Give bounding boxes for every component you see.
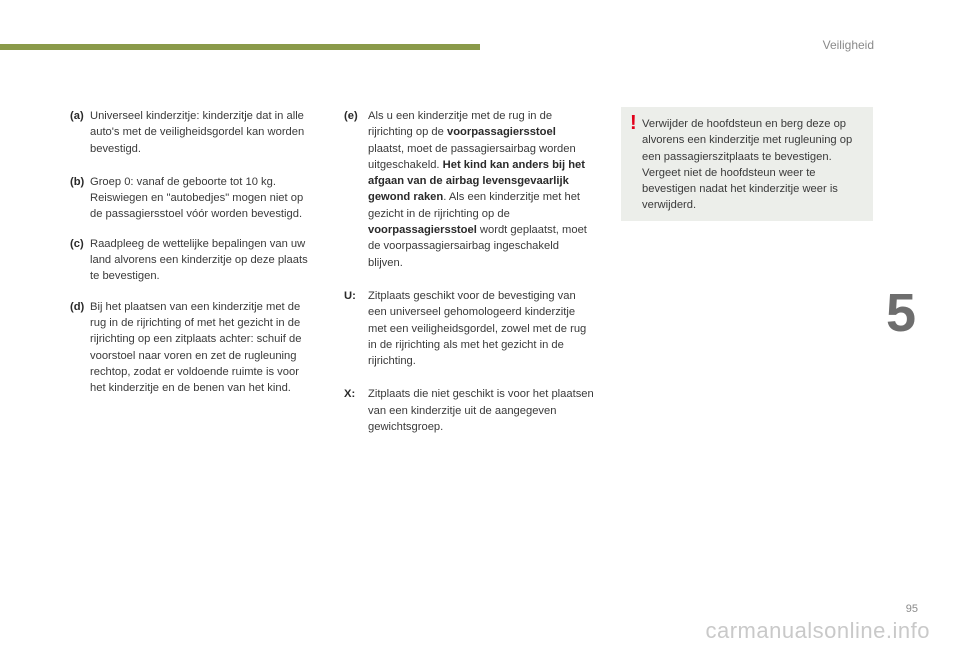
note-entry-d: [70, 299, 316, 397]
note-entry-u: [344, 288, 594, 369]
note-key: (d): [70, 300, 85, 313]
note-key: (a): [70, 110, 84, 122]
note-text-bold: voorpassagiersstoel: [446, 126, 556, 139]
note-text: [368, 108, 594, 271]
note-text-part: Als u een kinderzitje met de rug in de rijrichting op de: [368, 110, 553, 139]
section-title: Veiligheid: [822, 38, 874, 52]
exclamation-icon: !: [630, 112, 637, 134]
note-text-part: wordt geplaatst, moet de voorpassagiersairbag ingeschakeld blijven.: [368, 224, 587, 269]
note-text: Bij het plaatsen van een kinderzitje met de rug in de rijrichting of met het gezicht in de rijrichting op een zitplaats achter: schuif de voorstoel naar voren en zet de rugleuning rechtop, zodat er voldoende ruimte is voor het kinderzitje en de benen van het kind.: [90, 300, 302, 395]
chapter-number: 5: [886, 283, 917, 343]
note-text: Raadpleeg de wettelijke bepalingen van uw land alvorens een kinderzitje op deze plaats te bevestigen.: [90, 237, 308, 283]
note-text-part: plaatst, moet de passagiersairbag worden uitgeschakeld.: [368, 142, 576, 171]
note-key: (e): [344, 110, 358, 122]
note-entry-x: [344, 386, 594, 435]
note-text-part: . Als een kinderzitje met het gezicht in de rijrichting op de: [368, 191, 581, 220]
watermark: carmanualsonline.info: [705, 618, 930, 643]
page-number: 95: [905, 603, 918, 615]
note-entry-a: [70, 108, 316, 157]
middle-column: [344, 108, 594, 435]
note-key: X:: [344, 388, 356, 401]
note-text-bold: Het kind kan anders bij het afgaan van de airbag levensgevaarlijk gewond raken: [368, 158, 586, 204]
note-entry-c: [70, 236, 316, 285]
note-text: Zitplaats geschikt voor de bevestiging van een universeel gehomologeerd kinderzitje met een veiligheidsgordel, zowel met de rug in de rijrichting als met het gezicht in de rijrichting.: [368, 289, 587, 368]
header-accent-bar: [0, 44, 480, 50]
note-text: Zitplaats die niet geschikt is voor het plaatsen van een kinderzitje uit de aangegeven gewichtsgroep.: [368, 388, 594, 434]
note-key: U:: [344, 289, 356, 302]
warning-text: Verwijder de hoofdsteun en berg deze op alvorens een kinderzitje met rugleuning op een passagierszitplaats te bevestigen. Vergeet niet de hoofdsteun weer te bevestigen nadat het kinderzitje weer is verwijderd.: [642, 118, 853, 212]
note-text: Universeel kinderzitje: kinderzitje dat in alle auto's met de veiligheidsgordel kan worden bevestigd.: [90, 110, 305, 155]
note-key: (c): [70, 237, 84, 250]
note-entry-e: [344, 108, 594, 271]
note-key: (b): [70, 175, 85, 188]
note-text: Groep 0: vanaf de geboorte tot 10 kg. Reiswiegen en "autobedjes" mogen niet op de passagiersstoel vóór worden bevestigd.: [90, 175, 304, 221]
left-column: [70, 108, 316, 396]
note-text-bold: voorpassagiersstoel: [368, 224, 477, 237]
warning-box: [621, 107, 873, 221]
note-entry-b: [70, 174, 316, 223]
